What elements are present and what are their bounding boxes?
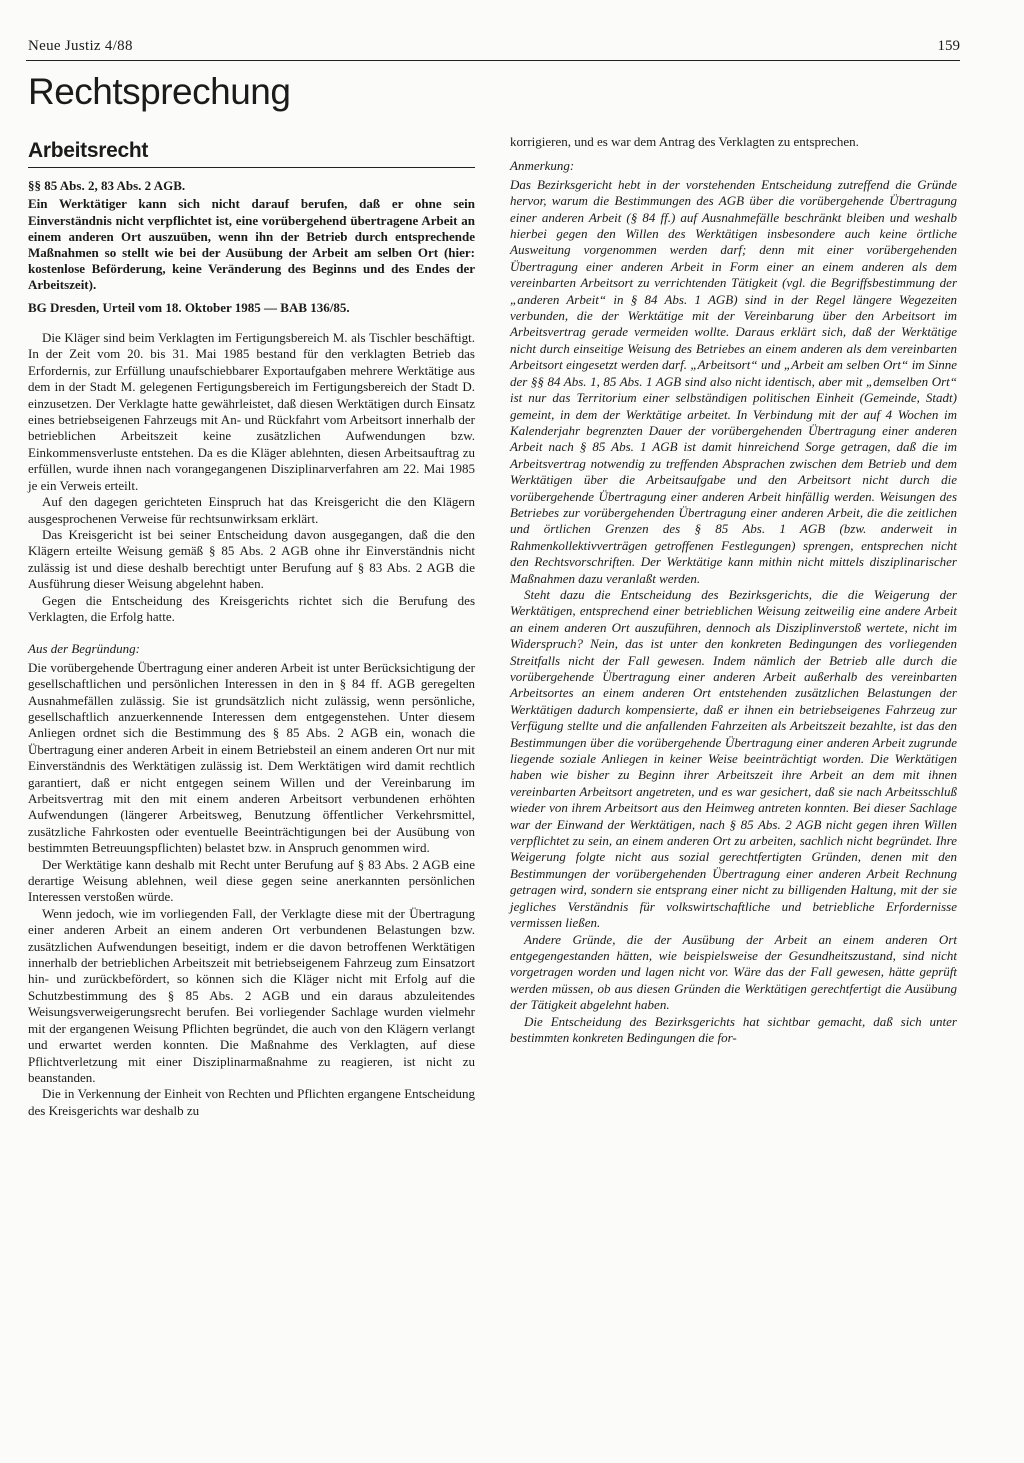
journal-issue: Neue Justiz 4/88 (28, 38, 133, 54)
section-title: Rechtsprechung (28, 71, 291, 112)
court-citation: BG Dresden, Urteil vom 18. Oktober 1985 — BAB 136/85. (28, 299, 350, 315)
facts-paragraph: Die Kläger sind beim Verklagten im Fertigungsbereich M. als Tischler beschäftigt. In der Zeit vom 20. bis 31. Mai 1985 bestand für den verklagten Betrieb das Erfordernis, zur Erfüllung unaufschiebbarer Exportaufgaben mehrere Werktätige aus dem in der Stadt M. gelegenen Fertigungsbereich im Fertigungsbereich der Stadt D. einzusetzen. Der Verklagte hatte gewährleistet, daß diesen Werktätigen durch Einsatz eines betriebseigenen Fahrzeugs mit An- und Rückfahrt vom Arbeitsort innerhalb der betrieblichen Arbeitszeit keine zusätzlichen Aufwendungen bzw. Einkommensverluste entstehen. Da es die Kläger ablehnten, diesen Arbeitsauftrag zu erfüllen, wurde ihnen nach vorangegangenen Disziplinarverfahren am 22. Mai 1985 je ein Verweis erteilt. (28, 330, 475, 493)
headnote: Ein Werktätiger kann sich nicht darauf berufen, daß er ohne sein Einverständnis nicht verpflichtet ist, eine vorübergehend übertragene Arbeit an einem anderen Ort auszuüben, wenn ihn der Betrieb durch entsprechende Maßnahmen so stellt wie bei der Ausübung der Arbeit am selben Ort (hier: kostenlose Beförderung, keine Veränderung des Beginns und des Endes der Arbeitszeit). (28, 196, 475, 293)
reasoning-paragraph: Der Werktätige kann deshalb mit Recht unter Berufung auf § 83 Abs. 2 AGB eine derartige Weisung ablehnen, weil diese gegen seine anerkannten persönlichen Interessen verstoßen würde. (28, 856, 475, 905)
annotation-heading: Anmerkung: (510, 158, 575, 174)
left-column (28, 138, 475, 1119)
reasoning-paragraph: Die in Verkennung der Einheit von Rechten und Pflichten ergangene Entscheidung des Kreisgerichts war deshalb zu (28, 1086, 475, 1118)
annotation-paragraph: Die Entscheidung des Bezirksgerichts hat sichtbar gemacht, daß sich unter bestimmten konkreten Bedingungen die for- (510, 1013, 957, 1045)
facts-paragraph: Das Kreisgericht ist bei seiner Entscheidung davon ausgegangen, daß die den Klägern erteilte Weisung gemäß § 85 Abs. 2 AGB ohne ihr Einverständnis nicht zulässig ist und diese deshalb berechtigt unter Berufung auf § 83 Abs. 2 AGB die Ausführung dieser Weisung abgelehnt haben. (28, 526, 475, 592)
header-rule (26, 60, 960, 61)
subsection-title: Arbeitsrecht (28, 138, 475, 168)
running-header (28, 38, 960, 60)
facts-paragraph: Gegen die Entscheidung des Kreisgerichts richtet sich die Berufung des Verklagten, die Erfolg hatte. (28, 592, 475, 624)
reasoning-continuation: korrigieren, und es war dem Antrag des Verklagten zu entsprechen. (510, 134, 859, 149)
reasoning-paragraph: Wenn jedoch, wie im vorliegenden Fall, der Verklagte diese mit der Übertragung einer anderen Arbeit an einem anderen Ort verbundenen Belastungen bzw. zusätzlichen Aufwendungen beseitigt, indem er die davon betroffenen Werktätigen innerhalb der betrieblichen Arbeitszeit mit betriebseigenem Fahrzeug zum Einsatzort hin- und zurückbefördert, so können sich die Kläger nicht mit Erfolg auf die Schutzbestimmung des § 85 Abs. 2 AGB und ein daraus abzuleitendes Weisungsverweigerungsrecht berufen. Bei vorliegender Sachlage wurden vielmehr mit der ergangenen Weisung Pflichten begründet, die auch von den Klägern verlangt und erwartet werden konnten. Die Maßnahme des Verklagten, auf diese Pflichtverletzung mit einer Disziplinarmaßnahme zu reagieren, ist nicht zu beanstanden. (28, 905, 475, 1085)
statute-reference: §§ 85 Abs. 2, 83 Abs. 2 AGB. (28, 178, 186, 193)
reasoning-paragraph: Die vorübergehende Übertragung einer anderen Arbeit ist unter Berücksichtigung der gesellschaftlichen und persönlichen Interessen in den in § 84 ff. AGB geregelten Ausnahmefällen zulässig. Sie ist grundsätzlich nicht zulässig, wenn persönliche, gesellschaftlich anzuerkennende Interessen dem entgegenstehen. Unter diesem Anliegen ordnet sich die Bestimmung des § 85 Abs. 2 AGB ein, wonach die Übertragung einer anderen Arbeit in einem Betriebsteil an einem anderen Ort nur mit Einverständnis des Werktätigen zulässig ist. Dem Werktätigen wird damit rechtlich garantiert, daß er nicht entgegen seinem Willen und der Vereinbarung im Arbeitsvertrag mit den mit einem anderen Arbeitsort verbundenen erhöhten Aufwendungen (längerer Arbeitsweg, Benutzung öffentlicher Verkehrsmittel, zusätzliche Fahrkosten oder eventuelle Beeinträchtigungen bei der Ausübung von bestimmten Betreuungspflichten) belastet bzw. in Anspruch genommen wird. (28, 659, 475, 856)
facts-paragraph: Auf den dagegen gerichteten Einspruch hat das Kreisgericht die den Klägern ausgesprochenen Verweise für rechtsunwirksam erklärt. (28, 494, 475, 526)
annotation-paragraph: Das Bezirksgericht hebt in der vorstehenden Entscheidung zutreffend die Gründe hervor, warum die Bestimmungen des AGB über die vorübergehende Übertragung einer anderen Arbeit (§ 84 ff.) auf Ausnahmefälle beschränkt bleiben und weshalb hierbei gegen den Willen des Werktätigen insbesondere auch keine örtliche Ausweitung vorgenommen werden darf; denn mit einer vorübergehenden Übertragung einer anderen Arbeit in Form einer an einem anderen als dem vereinbarten Arbeitsort zu verrichtenden Tätigkeit (vgl. die Begriffsbestimmung der „anderen Arbeit“ in § 84 Abs. 1 AGB) sind in der Regel längere Wegezeiten verbunden, die der Werktätige mit der Vereinbarung über den Arbeitsort im Arbeitsvertrag gerade vermeiden wollte. Daraus erklärt sich, daß der Werktätige nicht durch einseitige Weisung des Betriebes an einem anderen als dem vereinbarten Arbeitsort eingesetzt werden darf. „Arbeitsort“ und „Arbeit am selben Ort“ im Sinne der §§ 84 Abs. 1, 85 Abs. 1 AGB sind also nicht identisch, aber mit „demselben Ort“ ist nur das Territorium einer selbständigen politischen Einheit (Gemeinde, Stadt) gemeint, in dem der Werktätige arbeitet. In Verbindung mit der auf 4 Wochen im Kalenderjahr begrenzten Dauer der vorübergehenden Übertragung einer anderen Arbeit nach § 85 Abs. 1 AGB ist damit hinreichend Sorge getragen, daß die im Arbeitsvertrag notwendig zu treffenden Absprachen zwischen dem Betrieb und dem Werktätigen über die Arbeitsaufgabe und den Arbeitsort nicht durch die vorübergehende Übertragung einer anderen Arbeit hinfällig werden. Weisungen des Betriebes zur vorübergehenden Übertragung einer anderen Arbeit, die die zeitlichen und örtlichen Grenzen des § 85 Abs. 1 AGB (bzw. anderweit in Rahmenkollektivverträgen getroffenen Festlegungen) sprengen, entsprechen nicht den Rechtsvorschriften. Der Werktätige kann mithin nicht mittels disziplinarischer Maßnahmen dazu veranlaßt werden. (510, 176, 957, 586)
right-column (510, 134, 957, 1046)
annotation-paragraph: Steht dazu die Entscheidung des Bezirksgerichts, die die Weigerung der Werktätigen, entsprechend einer betrieblichen Weisung zeitweilig eine andere Arbeit an einem anderen Ort auszuführen, dennoch als Disziplinverstoß wertete, nicht im Widerspruch? Nein, das ist unter den konkreten Bedingungen des vorliegenden Streitfalls nicht der Fall gewesen. Indem nämlich der Betrieb alle durch die vorübergehende Übertragung einer anderen Arbeit außerhalb des vereinbarten Arbeitsortes an einem anderen Ort entstehenden zusätzlichen Belastungen der Werktätigen dadurch kompensierte, daß er ihnen ein betriebseigenes Fahrzeug zur Verfügung stellte und die anfallenden Fahrzeiten als Arbeitszeit bezahlte, ist das den Bestimmungen über die vorübergehende Übertragung einer anderen Arbeit zugrunde liegende soziale Anliegen in keiner Weise beeinträchtigt worden. Die Werktätigen haben wie bisher zu Beginn ihrer Arbeitszeit ihre Arbeit an dem mit ihnen vereinbarten Arbeitsort angetreten, und es war gesichert, daß sie nach Arbeitsschluß wieder von ihrem Arbeitsort aus den Heimweg antreten konnten. Bei dieser Sachlage war der Einwand der Werktätigen, nach § 85 Abs. 2 AGB nicht gegen ihren Willen verpflichtet zu sein, an einem anderen Ort zu arbeiten, sachlich nicht begründet. Ihre Weigerung folgte nicht aus sozial gerechtfertigten Gründen, denen mit den Bestimmungen der vorübergehenden Übertragung einer anderen Arbeit Rechnung getragen wird, sondern sie entsprang einer nicht zu billigenden Haltung, mit der sie jegliches Verständnis für volkswirtschaftliche und betriebliche Erfordernisse vermissen ließen. (510, 586, 957, 931)
annotation-paragraph: Andere Gründe, die der Ausübung der Arbeit an einem anderen Ort entgegengestanden hätten, wie beispielsweise der Gesundheitszustand, sind nicht vorgetragen worden und lagen nicht vor. Wäre das der Fall gewesen, hätte geprüft werden müssen, ob aus diesen Gründen die Werktätigen gerechtfertigt die Ausübung der Tätigkeit abgelehnt haben. (510, 931, 957, 1013)
page-number: 159 (937, 38, 960, 54)
reasoning-heading: Aus der Begründung: (28, 641, 140, 657)
